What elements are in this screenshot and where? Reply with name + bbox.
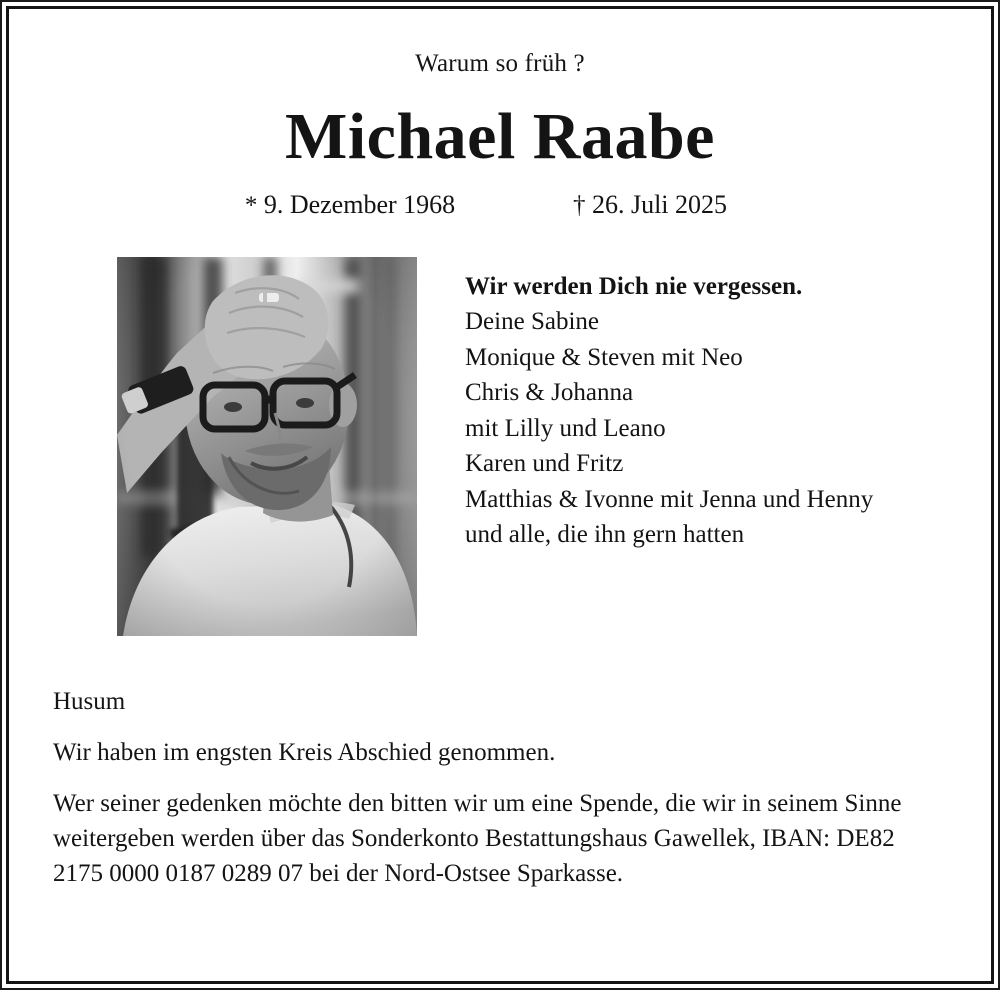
death-date-text: 26. Juli 2025 xyxy=(591,190,728,220)
portrait-photo xyxy=(117,257,417,636)
obituary-footer xyxy=(42,684,958,891)
death-cross-icon: † xyxy=(572,192,586,220)
epitaph-text: Warum so früh ? xyxy=(415,50,585,77)
portrait-and-tribute xyxy=(42,257,958,636)
place-text: Husum xyxy=(53,687,126,715)
tribute-line: Monique & Steven mit Neo xyxy=(465,343,743,371)
tribute-block xyxy=(465,257,958,553)
donation-text: Wer seiner gedenken möchte den bitten wir um eine Spende, die wir in seinem Sinne weitergeben werden über das Sonderkonto Bestattungshaus Gawellek, IBAN: DE82 2175 0000 0187 0289 07 bei der Nord-Ostsee Sparkasse. xyxy=(53,789,902,887)
tribute-line: Deine Sabine xyxy=(465,308,599,336)
birth-star-icon: * xyxy=(244,192,258,220)
tribute-line: Chris & Johanna xyxy=(465,379,634,407)
notice-inner-frame xyxy=(6,6,994,984)
life-dates xyxy=(42,191,958,220)
tribute-line: mit Lilly und Leano xyxy=(465,414,666,442)
birth-date xyxy=(200,191,500,220)
tribute-line: und alle, die ihn gern hatten xyxy=(465,521,745,549)
portrait-photo-frame xyxy=(117,257,417,636)
death-date xyxy=(500,191,800,220)
tribute-line: Wir werden Dich nie vergessen. xyxy=(465,272,803,300)
birth-date-text: 9. Dezember 1968 xyxy=(263,190,456,220)
tribute-line: Matthias & Ivonne mit Jenna und Henny xyxy=(465,485,874,513)
obituary-header xyxy=(42,50,958,220)
farewell-text: Wir haben im engsten Kreis Abschied genommen. xyxy=(53,738,556,766)
tribute-line: Karen und Fritz xyxy=(465,450,624,478)
deceased-name: Michael Raabe xyxy=(285,99,715,173)
